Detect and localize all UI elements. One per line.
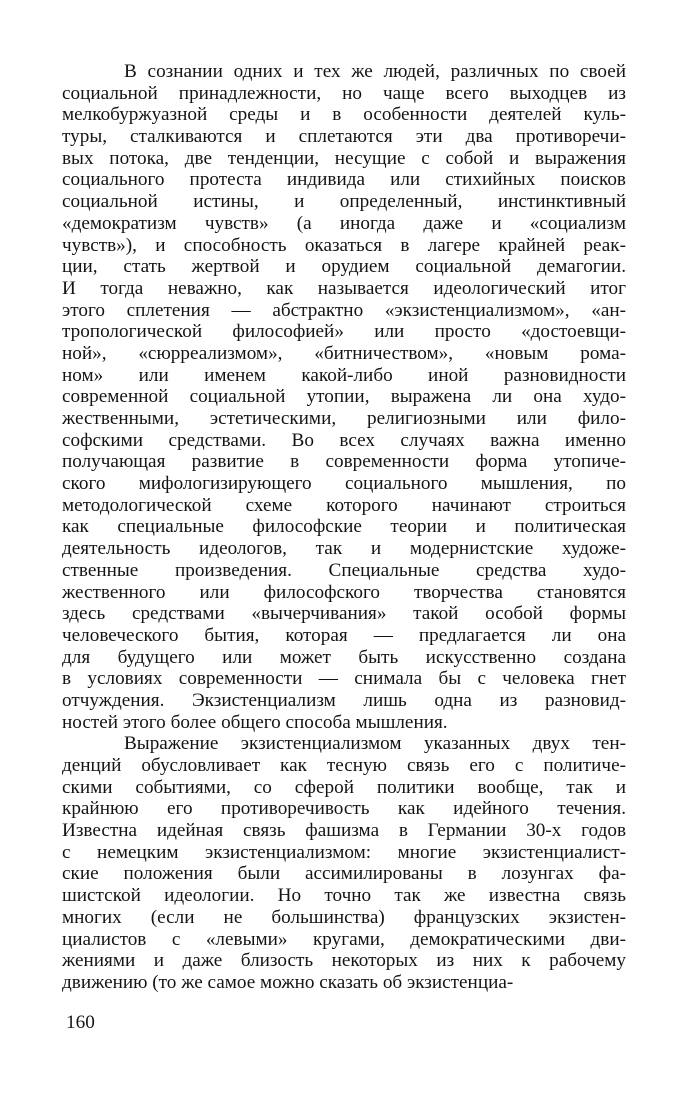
text-line: И тогда неважно, как называется идеологический итог: [62, 277, 626, 299]
text-line: ции, стать жертвой и орудием социальной демагогии.: [62, 256, 626, 278]
text-line: чувств»), и способность оказаться в лагере крайней реак-: [62, 234, 626, 256]
text-line: как специальные философские теории и политическая: [62, 516, 626, 538]
text-line: в условиях современности — снимала бы с человека гнет: [62, 668, 626, 690]
text-line: жественного или философского творчества становятся: [62, 581, 626, 603]
paragraph: [62, 733, 626, 993]
text-line: здесь средствами «вычерчивания» такой особой формы: [62, 603, 626, 625]
text-line: шистской идеологии. Но точно так же известна связь: [62, 885, 626, 907]
text-line: ностей этого более общего способа мышления.: [62, 711, 448, 733]
text-line: этого сплетения — абстрактно «экзистенциализмом», «ан-: [62, 299, 626, 321]
text-line: Известна идейная связь фашизма в Германии 30-х годов: [62, 820, 626, 842]
text-line: многих (если не большинства) французских экзистен-: [62, 906, 626, 928]
paragraph: [62, 61, 626, 733]
text-line: Выражение экзистенциализмом указанных двух тен-: [124, 733, 626, 755]
text-line: ной», «сюрреализмом», «битничеством», «новым рома-: [62, 342, 626, 364]
text-line: «демократизм чувств» (а иногда даже и «социализм: [62, 212, 626, 234]
text-line: крайнюю его противоречивость как идейного течения.: [62, 798, 626, 820]
text-line: человеческого бытия, которая — предлагается ли она: [62, 624, 626, 646]
text-line: ские положения были ассимилированы в лозунгах фа-: [62, 863, 626, 885]
text-line: скими событиями, со сферой политики вообще, так и: [62, 776, 626, 798]
text-line: методологической схеме которого начинают строиться: [62, 494, 626, 516]
text-line: деятельность идеологов, так и модернистские художе-: [62, 538, 626, 560]
text-line: ского мифологизирующего социального мышления, по: [62, 473, 626, 495]
text-line: В сознании одних и тех же людей, различных по своей: [124, 61, 626, 82]
text-line: циалистов с «левыми» кругами, демократическими дви-: [62, 928, 626, 950]
text-line: денций обусловливает как тесную связь его с политиче-: [62, 755, 626, 776]
text-line: мелкобуржуазной среды и в особенности деятелей куль-: [62, 104, 626, 126]
text-line: ном» или именем какой-либо иной разновидности: [62, 364, 626, 386]
text-line: отчуждения. Экзистенциализм лишь одна из разновид-: [62, 689, 626, 711]
text-line: с немецким экзистенциализмом: многие экзистенциалист-: [62, 841, 626, 863]
page-number: 160: [66, 1012, 95, 1033]
text-line: движению (то же самое можно сказать об экзистенциа-: [62, 971, 514, 993]
text-line: туры, сталкиваются и сплетаются эти два противоречи-: [62, 126, 626, 148]
text-line: получающая развитие в современности форма утопиче-: [62, 451, 626, 473]
text-line: тропологической философией» или просто «достоевщи-: [62, 321, 626, 343]
text-line: ственные произведения. Специальные средства худо-: [62, 559, 626, 581]
text-line: для будущего или может быть искусственно создана: [62, 646, 626, 668]
text-line: жественными, эстетическими, религиозными или фило-: [62, 408, 626, 429]
text-line: социального протеста индивида или стихийных поисков: [62, 169, 626, 191]
text-line: социальной принадлежности, но чаще всего выходцев из: [62, 82, 626, 104]
text-line: современной социальной утопии, выражена ли она худо-: [62, 386, 626, 408]
text-line: вых потока, две тенденции, несущие с собой и выражения: [62, 147, 626, 169]
text-line: софскими средствами. Во всех случаях важна именно: [62, 429, 626, 451]
text-line: социальной истины, и определенный, инстинктивный: [62, 191, 626, 213]
text-line: жениями и даже близость некоторых из них к рабочему: [62, 950, 626, 972]
body-text: [62, 61, 626, 994]
